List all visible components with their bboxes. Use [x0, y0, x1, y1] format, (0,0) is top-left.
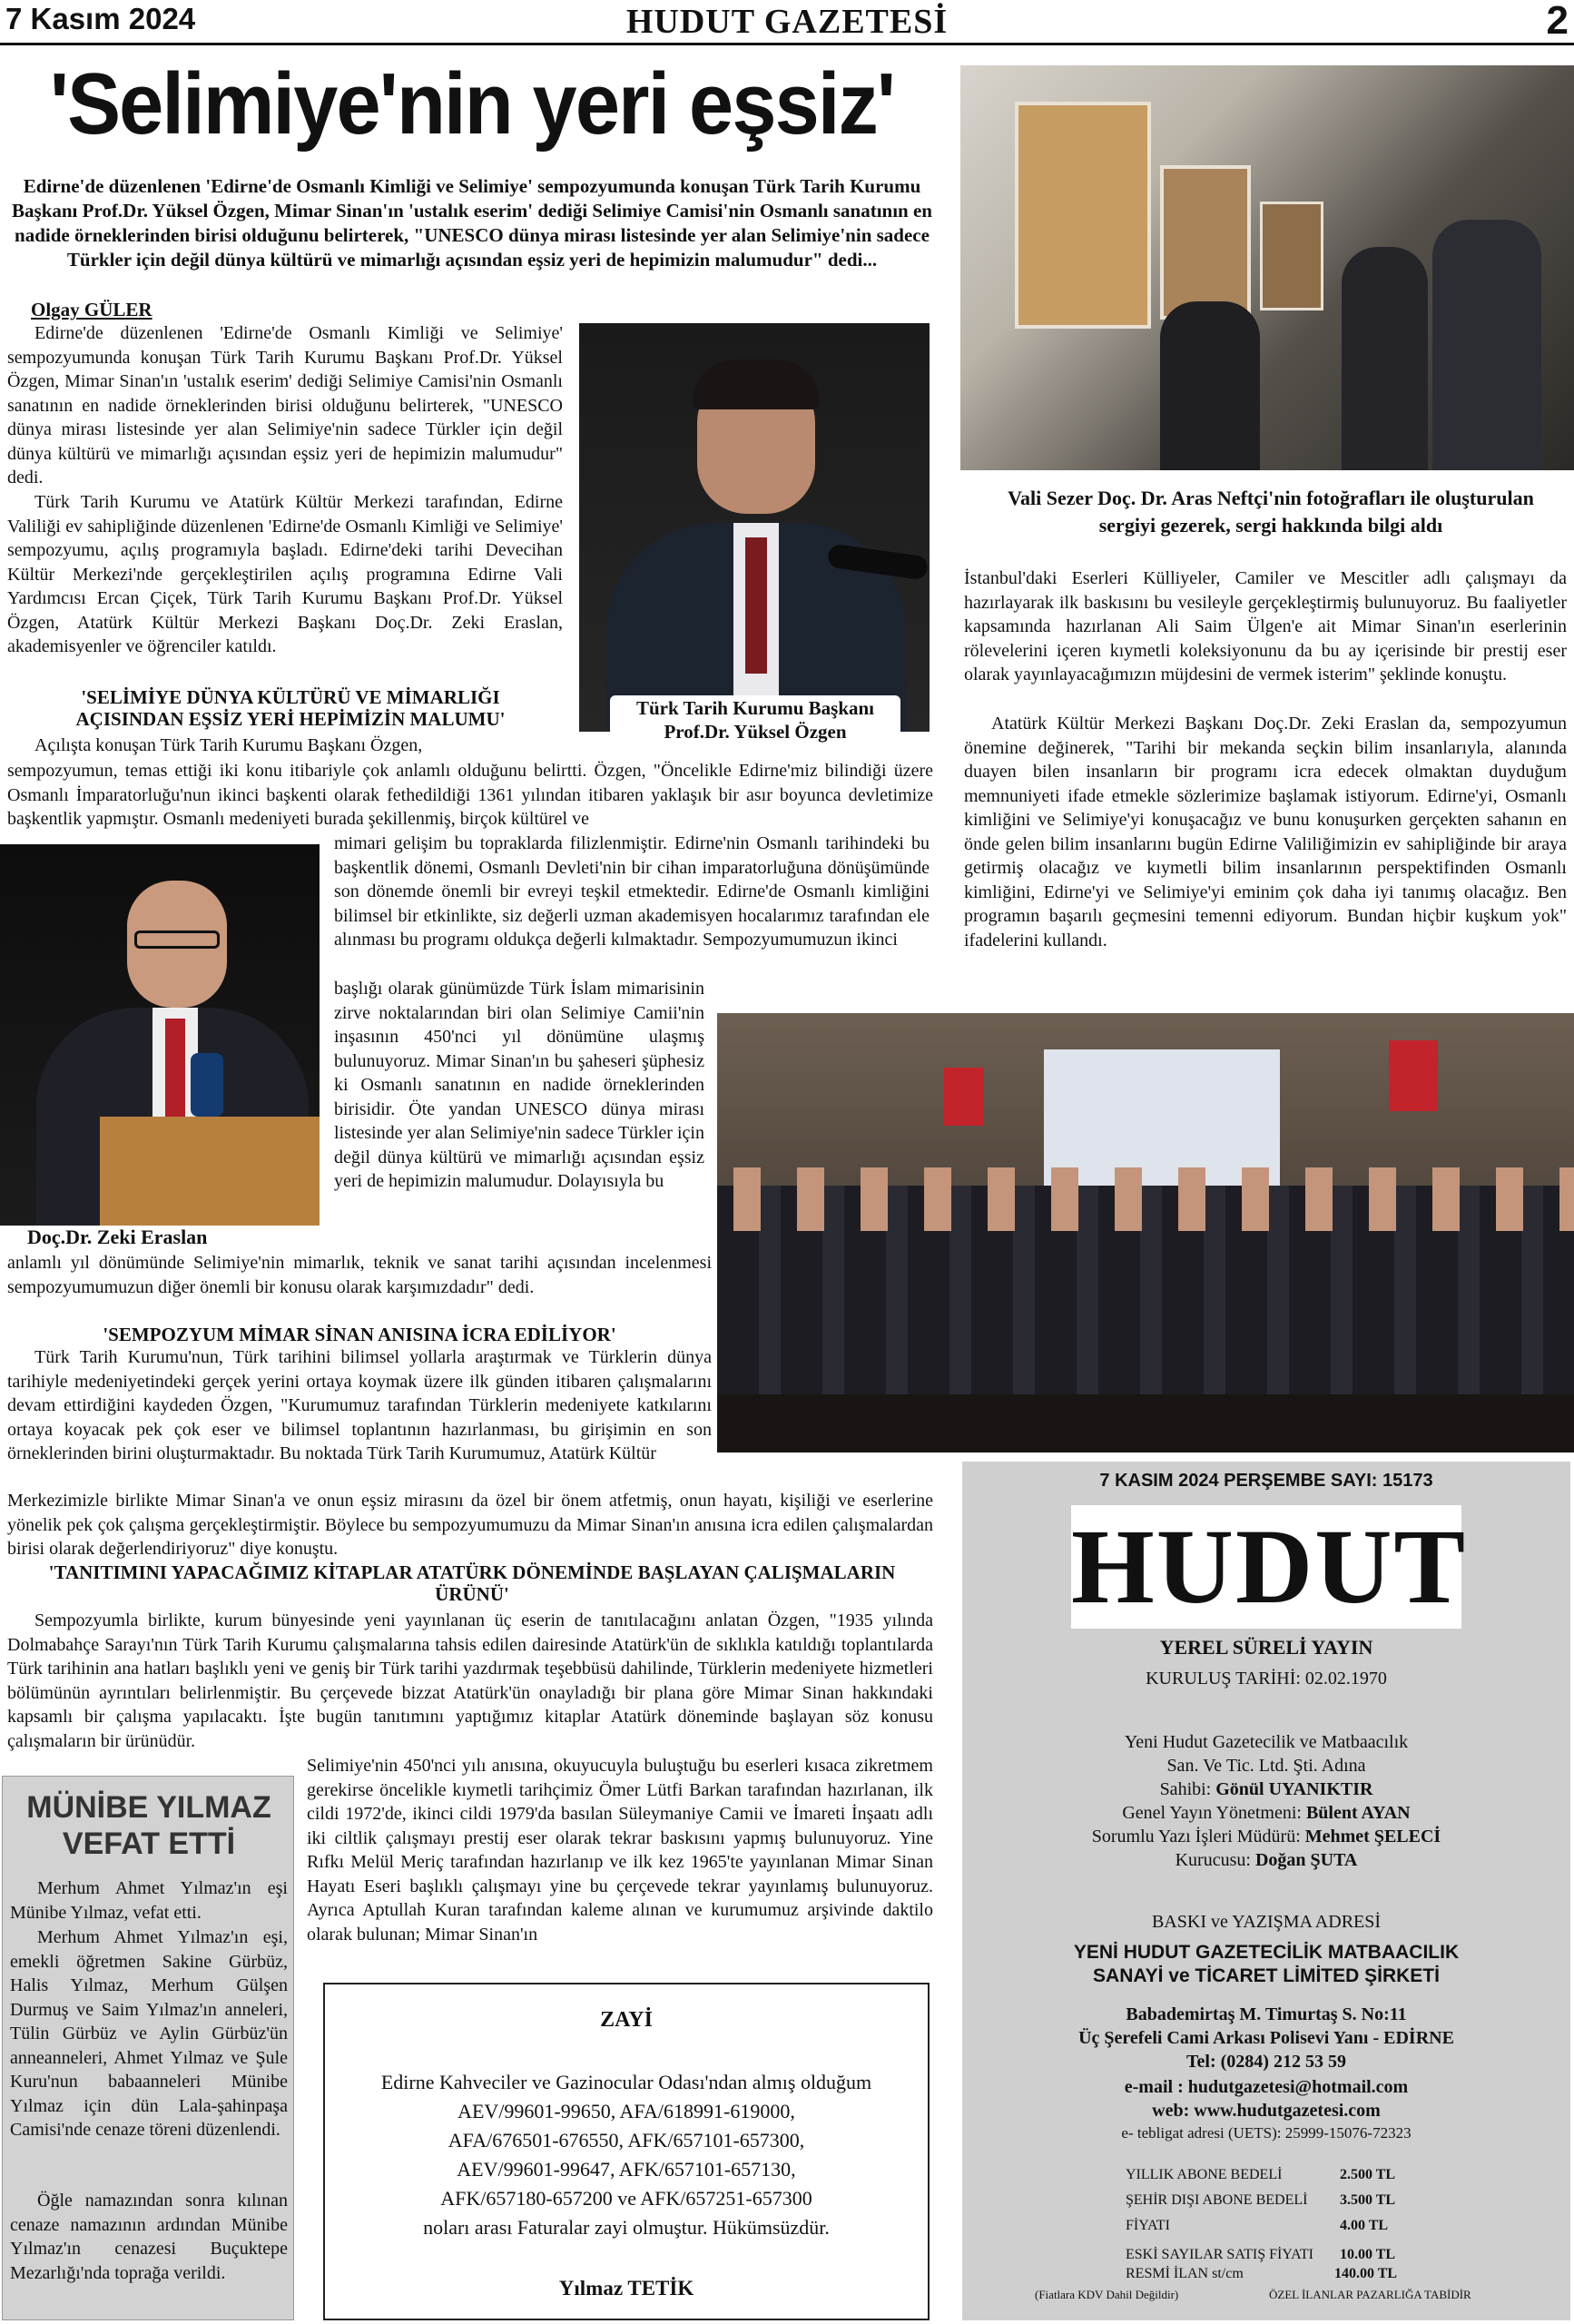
owner-name: Gönül UYANIKTIR: [1215, 1779, 1373, 1799]
article-paragraph-3e: anlamlı yıl dönümünde Selimiye'nin mimarlık, teknik ve sanat tarihi açısından incelenmesi sempozyumumuzun diğer önemli bir konusu olarak karşımızdadır" dedi.: [7, 1253, 712, 1297]
masthead-uets: e- tebligat adresi (UETS): 25999-15076-72323: [1121, 2124, 1412, 2142]
price-row: [1126, 2188, 1416, 2213]
masthead-owner-row: [962, 1777, 1570, 1801]
price-label: ESKİ SAYILAR SATIŞ FİYATI: [1126, 2247, 1313, 2262]
author-byline: Olgay GÜLER: [31, 299, 152, 320]
ozgen-photo: [579, 323, 930, 732]
owner-label: Sahibi:: [1159, 1779, 1212, 1799]
zayi-line-3: AFA/676501-676550, AFK/657101-657300,: [448, 2129, 805, 2152]
zayi-line-4: AEV/99601-99647, AFK/657101-657130,: [457, 2158, 796, 2181]
price-value: 140.00 TL: [1334, 2266, 1398, 2281]
founder-name: Doğan ŞUTA: [1254, 1850, 1358, 1870]
masthead-gm-row: [962, 1801, 1570, 1825]
article-lead: Edirne'de düzenlenen 'Edirne'de Osmanlı Kimliği ve Selimiye' sempozyumunda konuşan Türk Tarih Kurumu Başkanı Prof.Dr. Yüksel Özgen, Mimar Sinan'ın 'ustalık eserim' dediği Selimiye Camisi'nin Osmanlı sanatının en nadide örneklerinden birisi olduğunu belirterek, "UNESCO dünya mirası listesinde yer alan Selimiye'nin sadece Türkler için değil dünya kültürü ve mimarlığı açısından eşsiz yeri de hepimizin malumudur" dedi...: [12, 175, 932, 271]
eraslan-photo: [0, 844, 320, 1226]
article-paragraph-5: Sempozyumla birlikte, kurum bünyesinde yeni yayınlanan üç eserin de tanıtılacağını anlatan Özgen, "1935 yılında Dolmabahçe Sarayı'nın Türk Tarih Kurumu çalışmalarına tahsis edilen dairesinde Atatürk'ün de sıklıkla katıldığı toplantılarda Türk tarihinin ana hatları başlıklı yeni ve geniş bir Türk tarihi yazdırmak teşebbüsü dahilinde, Türklerin medeniyete hizmetleri bölümünün ayrıntıları belirlenmiştir. Bu çerçevede bizzat Atatürk'ün onayladığı bir plana göre Mimar Sinan hakkındaki kapsamlı bir çalışma yapılacaktı. İşte bugün tanıtımını yaptığımız kitaplar Atatürk döneminde başlayan söz konusu çalışmaların bir ürünüdür.: [7, 1610, 933, 1751]
masthead-editor-row: [962, 1825, 1570, 1848]
zayi-line-5: AFK/657180-657200 ve AFK/657251-657300: [440, 2187, 812, 2210]
paper-name: HUDUT GAZETESİ: [625, 3, 949, 41]
masthead-company-2: San. Ve Tic. Ltd. Şti. Adına: [1166, 1756, 1366, 1776]
masthead-founder-row: [962, 1848, 1570, 1872]
ozgen-caption-line1: Türk Tarih Kurumu Başkanı: [635, 697, 875, 719]
price-value: 4.00 TL: [1340, 2218, 1389, 2233]
masthead-logo: HUDUT: [1071, 1507, 1468, 1626]
article-paragraph-7: İstanbul'daki Eserleri Külliyeler, Camiler ve Mescitler adlı çalışmayı da hazırlayarak ilk baskısını bu vesileyle gerçekleştirmiş bulunuyoruz. Bu faaliyetler kapsamında hazırlanan Ali Saim Ülgen'e ait Mimar Sinan'ın eserlerinin rölevelerini içeren kıymetli koleksiyonunu da bu ay içerisinde bir prestij eser olarak yayınlayacağımızın müjdesini de vermek isterim" şeklinde konuştu.: [964, 568, 1567, 684]
page-header: [0, 0, 1574, 45]
price-value: 3.500 TL: [1340, 2192, 1396, 2208]
article-paragraph-3a: Açılışta konuşan Türk Tarih Kurumu Başkanı Özgen,: [34, 735, 423, 755]
gallery-photo: [960, 65, 1574, 470]
masthead-foot-left: (Fiatlara KDV Dahil Değildir): [1035, 2288, 1179, 2301]
zayi-line-2: AEV/99601-99650, AFA/618991-619000,: [457, 2100, 795, 2122]
subheading-3: 'TANITIMINI YAPACAĞIMIZ KİTAPLAR ATATÜRK DÖNEMİNDE BAŞLAYAN ÇALIŞMALARIN ÜRÜNÜ': [48, 1561, 896, 1605]
page-number: 2: [1546, 0, 1569, 43]
obituary-paragraph-1: Merhum Ahmet Yılmaz'ın eşi Münibe Yılmaz, vefat etti.: [10, 1878, 288, 1923]
subheading-2: 'SEMPOZYUM MİMAR SİNAN ANISINA İCRA EDİLİYOR': [103, 1324, 616, 1345]
gallery-caption: Vali Sezer Doç. Dr. Aras Neftçi'nin fotoğrafları ile oluşturulan sergiyi gezerek, sergi hakkında bilgi aldı: [1008, 487, 1534, 537]
article-paragraph-2: Türk Tarih Kurumu ve Atatürk Kültür Merkezi tarafından, Edirne Valiliği ev sahipliğinde düzenlenen 'Edirne'de Osmanlı Kimliği ve Selimiye' sempozyumu, açılış programıyla başladı. Edirne'deki tarihi Devecihan Kültür Merkezi'nde gerçekleştirilen açılış programına Edirne Vali Yardımcısı Ercan Çiçek, Türk Tarih Kurumu Başkanı Prof.Dr. Yüksel Özgen, Atatürk Kültür Merkezi Başkanı Doç.Dr. Zeki Eraslan, akademisyenler ve öğrenciler katıldı.: [7, 492, 563, 656]
article-paragraph-3d: başlığı olarak günümüzde Türk İslam mimarisinin zirve noktalarından biri olan Selimiye Camii'nin inşasının 450'nci yıl dönümüne ulaşmış bulunuyoruz. Mimar Sinan'ın bu şaheseri şüphesiz ki Osmanlı sanatının en nadide örneklerinden birisidir. Öte yandan UNESCO dünya mirası listesinde yer alan Selimiye'nin sadece Türkler için değil dünya kültürü ve mimarlığı açısından eşsiz yeri de hepimizin malumudur. Dolayısıyla bu: [334, 979, 704, 1191]
masthead-subtitle: YEREL SÜRELİ YAYIN: [1159, 1636, 1373, 1659]
price-label: RESMİ İLAN st/cm: [1126, 2266, 1244, 2281]
masthead-company-1: Yeni Hudut Gazetecilik ve Matbaacılık: [1124, 1732, 1409, 1752]
price-row: [1126, 2264, 1416, 2284]
masthead-web: web: www.hudutgazetesi.com: [1152, 2101, 1381, 2121]
zayi-title: ZAYİ: [600, 2008, 653, 2032]
masthead-founded: KURULUŞ TARİHİ: 02.02.1970: [1146, 1669, 1387, 1689]
masthead-address-1: Babademirtaş M. Timurtaş S. No:11: [1126, 2004, 1407, 2024]
price-label: YILLIK ABONE BEDELİ: [1126, 2167, 1283, 2182]
masthead-address-title: BASKI ve YAZIŞMA ADRESİ: [1151, 1912, 1382, 1932]
masthead-foot-right: ÖZEL İLANLAR PAZARLIĞA TABİDİR: [1269, 2288, 1471, 2301]
issue-date: 7 Kasım 2024: [5, 2, 196, 35]
founder-label: Kurucusu:: [1175, 1850, 1251, 1870]
gm-name: Bülent AYAN: [1305, 1803, 1411, 1823]
obituary-title-line2: VEFAT ETTİ: [62, 1827, 236, 1861]
article-paragraph-1: Edirne'de düzenlenen 'Edirne'de Osmanlı Kimliği ve Selimiye' sempozyumunda konuşan Türk Tarih Kurumu Başkanı Prof.Dr. Yüksel Özgen, Mimar Sinan'ın 'ustalık eserim' dediği Selimiye Camisi'nin Osmanlı sanatının en nadide örneklerinden birisi olduğunu belirterek, "UNESCO dünya mirası listesinde yer alan Selimiye'nin sadece Türkler için değil dünya kültürü ve mimarlığı açısından eşsiz yeri de hepimizin malumudur" dedi.: [7, 323, 563, 487]
masthead-issue: 7 KASIM 2024 PERŞEMBE SAYI: 15173: [1099, 1471, 1433, 1491]
ozgen-caption-line2: Prof.Dr. Yüksel Özgen: [664, 721, 847, 743]
price-value: 10.00 TL: [1340, 2247, 1396, 2262]
symposium-group-photo: [717, 1013, 1574, 1452]
price-row: [1126, 2213, 1416, 2239]
masthead-address-2: Üç Şerefeli Cami Arkası Polisevi Yanı - EDİRNE: [1078, 2028, 1454, 2048]
article-paragraph-4b: Merkezimizle birlikte Mimar Sinan'a ve onun eşsiz mirasını da özel bir önem atfetmiş, onun hayatı, kişiliği ve eserlerine yönelik pek çok çalışma gerçekleştirmiştir. Böylece bu sempozyumumuzu da Mimar Sinan'ın anısına icra edilen çalışmalardan birisi olarak değerlendiriyoruz" diye konuştu.: [7, 1491, 933, 1559]
obituary-title-line1: MÜNİBE YILMAZ: [26, 1790, 271, 1825]
zayi-signature: Yılmaz TETİK: [558, 2277, 694, 2299]
eraslan-caption: Doç.Dr. Zeki Eraslan: [27, 1226, 208, 1248]
zayi-line-6: noları arası Faturalar zayi olmuştur. Hükümsüzdür.: [423, 2216, 830, 2239]
masthead-email: e-mail : hudutgazetesi@hotmail.com: [1124, 2077, 1409, 2097]
price-row: [1126, 2162, 1416, 2188]
masthead-tel: Tel: (0284) 212 53 59: [1186, 2052, 1346, 2072]
article-paragraph-8: Atatürk Kültür Merkezi Başkanı Doç.Dr. Zeki Eraslan da, sempozyumun önemine değinerek, "Tarihi bir mekanda seçkin bilim insanlarıyla, alanında duayen bilen insanların bir programı icra edecek olmaktan duyduğum memnuniyeti ifade etmekle sözlerimize başlamak istiyorum. Edirne'yi, Osmanlı kimliğini ve Selimiye'yi konuşacağız ve bunu konuşurken gerçekten sahanın en önde gelen bilim insanlarını bugün Edirne Valiliğimizin ev sahipliğinde bir araya getirmiş olacağız ve kıymetli bilim insanlarının perspektifinden Osmanlı kimliğini, Edirne'yi ve Selimiye'yi eminim çok daha iyi tanımış olacağız. Ben programın başarılı geçmesini temenni ediyorum. Bundan hiçbir kuşkum yok" ifadelerini kullandı.: [964, 714, 1567, 950]
subheading-1: 'SELİMİYE DÜNYA KÜLTÜRÜ VE MİMARLIĞI AÇISINDAN EŞSİZ YERİ HEPİMİZİN MALUMU': [75, 686, 506, 730]
obituary-paragraph-2: Merhum Ahmet Yılmaz'ın eşi, emekli öğretmen Sakine Gürbüz, Halis Yılmaz, Merhum Gülşen Durmuş ve Saim Yılmaz'ın anneleri, Tülin Gürbüz ve Aylin Gürbüz'ün anneanneleri, Ahmet Yılmaz ve Şule Kuru'nun babaanneleri Münibe Yılmaz için dün Lala-şahinpaşa Camisi'nde cenaze töreni düzenlendi.: [10, 1927, 288, 2140]
obituary-paragraph-3: Öğle namazından sonra kılınan cenaze namazının ardından Münibe Yılmaz'ın cenazesi Buçuktepe Mezarlığı'nda toprağa verildi.: [10, 2191, 288, 2283]
editor-name: Mehmet ŞELECİ: [1304, 1827, 1441, 1846]
masthead-box: [962, 1462, 1570, 2320]
zayi-notice-box: [323, 1983, 930, 2320]
article-paragraph-6: Selimiye'nin 450'nci yılı anısına, okuyucuyla buluştuğu bu eserleri kısaca zikretmem gerekirse öncelikle kıymetli tarihçimiz Ömer Lütfi Barkan tarafından hazırlanan, ilk cildi 1972'de, ikinci cildi 1979'da basılan Süleymaniye Camii ve İmareti İnşaatı adlı iki ciltlik çalışmayı prestij eser olarak tekrar baskısını yapmış bulunuyoruz. Yine Rıfkı Melül Meriç tarafından hazırlanıp ve ilk kez 1965'te yayınlanan Mimar Sinan Hayatı Eseri başlıklı çalışmayı yine bu çerçevede tekrar yayınlamış bulunuyoruz. Ayrıca Aptullah Kuran tarafından kaleme alınan ve kurumumuz arşivinde daktilo olarak bulunan; Mimar Sinan'ın: [307, 1756, 933, 1945]
masthead-company-upper-1: YENİ HUDUT GAZETECİLİK MATBAACILIK: [1073, 1942, 1460, 1963]
zayi-line-1: Edirne Kahveciler ve Gazinocular Odası'ndan almış olduğum: [380, 2071, 872, 2093]
price-value: 2.500 TL: [1340, 2167, 1396, 2182]
main-headline: 'Selimiye'nin yeri eşsiz': [49, 55, 895, 153]
price-label: FİYATI: [1126, 2218, 1170, 2233]
editor-label: Sorumlu Yazı İşleri Müdürü:: [1091, 1827, 1301, 1846]
gm-label: Genel Yayın Yönetmeni:: [1122, 1803, 1302, 1823]
article-paragraph-3c: mimari gelişim bu topraklarda filizlenmiştir. Edirne'nin Osmanlı tarihindeki bu başkentlik dönemi, Osmanlı Devleti'nin bir cihan imparatorluğuna dönüşümünde son dönemde önemli bir evreyi teşkil etmektedir. Edirne'de Osmanlı kimliğini bilimsel bir etkinlikte, siz değerli uzman akademisyen hocalarımız tarafından ele alınması bu programı oldukça değerli kılmaktadır. Sempozyumumuzun ikinci: [334, 833, 930, 950]
article-paragraph-3b: sempozyumun, temas ettiği iki konu itibariyle çok anlamlı olduğunu belirtti. Özgen, "Öncelikle Edirne'miz bilindiği üzere Osmanlı İmparatorluğu'nun ikinci başkenti olarak fethedildiği 1361 yılından itibaren yaklaşık bir asır boyunca devletimize başkentlik yapmıştır. Osmanlı medeniyeti burada şekillenmiş, birçok kültürel ve: [7, 761, 933, 829]
article-paragraph-4a: Türk Tarih Kurumu'nun, Türk tarihini bilimsel yollarla araştırmak ve Türklerin dünya tarihiyle medeniyetindeki gerçek yerini ortaya koymak üzere ilk günden itibaren çalışmalarını devam ettirdiğini kaydeden Özgen, "Kurumumuz tarafından Türklerin medeniyete katkılarını ortaya koyacak pek çok eser ve bilimsel toplantının hazırlanması, bu girişimin en son örneklerinden birini oluşturmaktadır. Bu noktada Türk Tarih Kurumumuz, Atatürk Kültür: [7, 1347, 712, 1463]
masthead-company-upper-2: SANAYİ ve TİCARET LİMİTED ŞİRKETİ: [1093, 1965, 1440, 1986]
obituary-box: [2, 1776, 294, 2320]
price-label: ŞEHİR DIŞI ABONE BEDELİ: [1126, 2192, 1308, 2208]
